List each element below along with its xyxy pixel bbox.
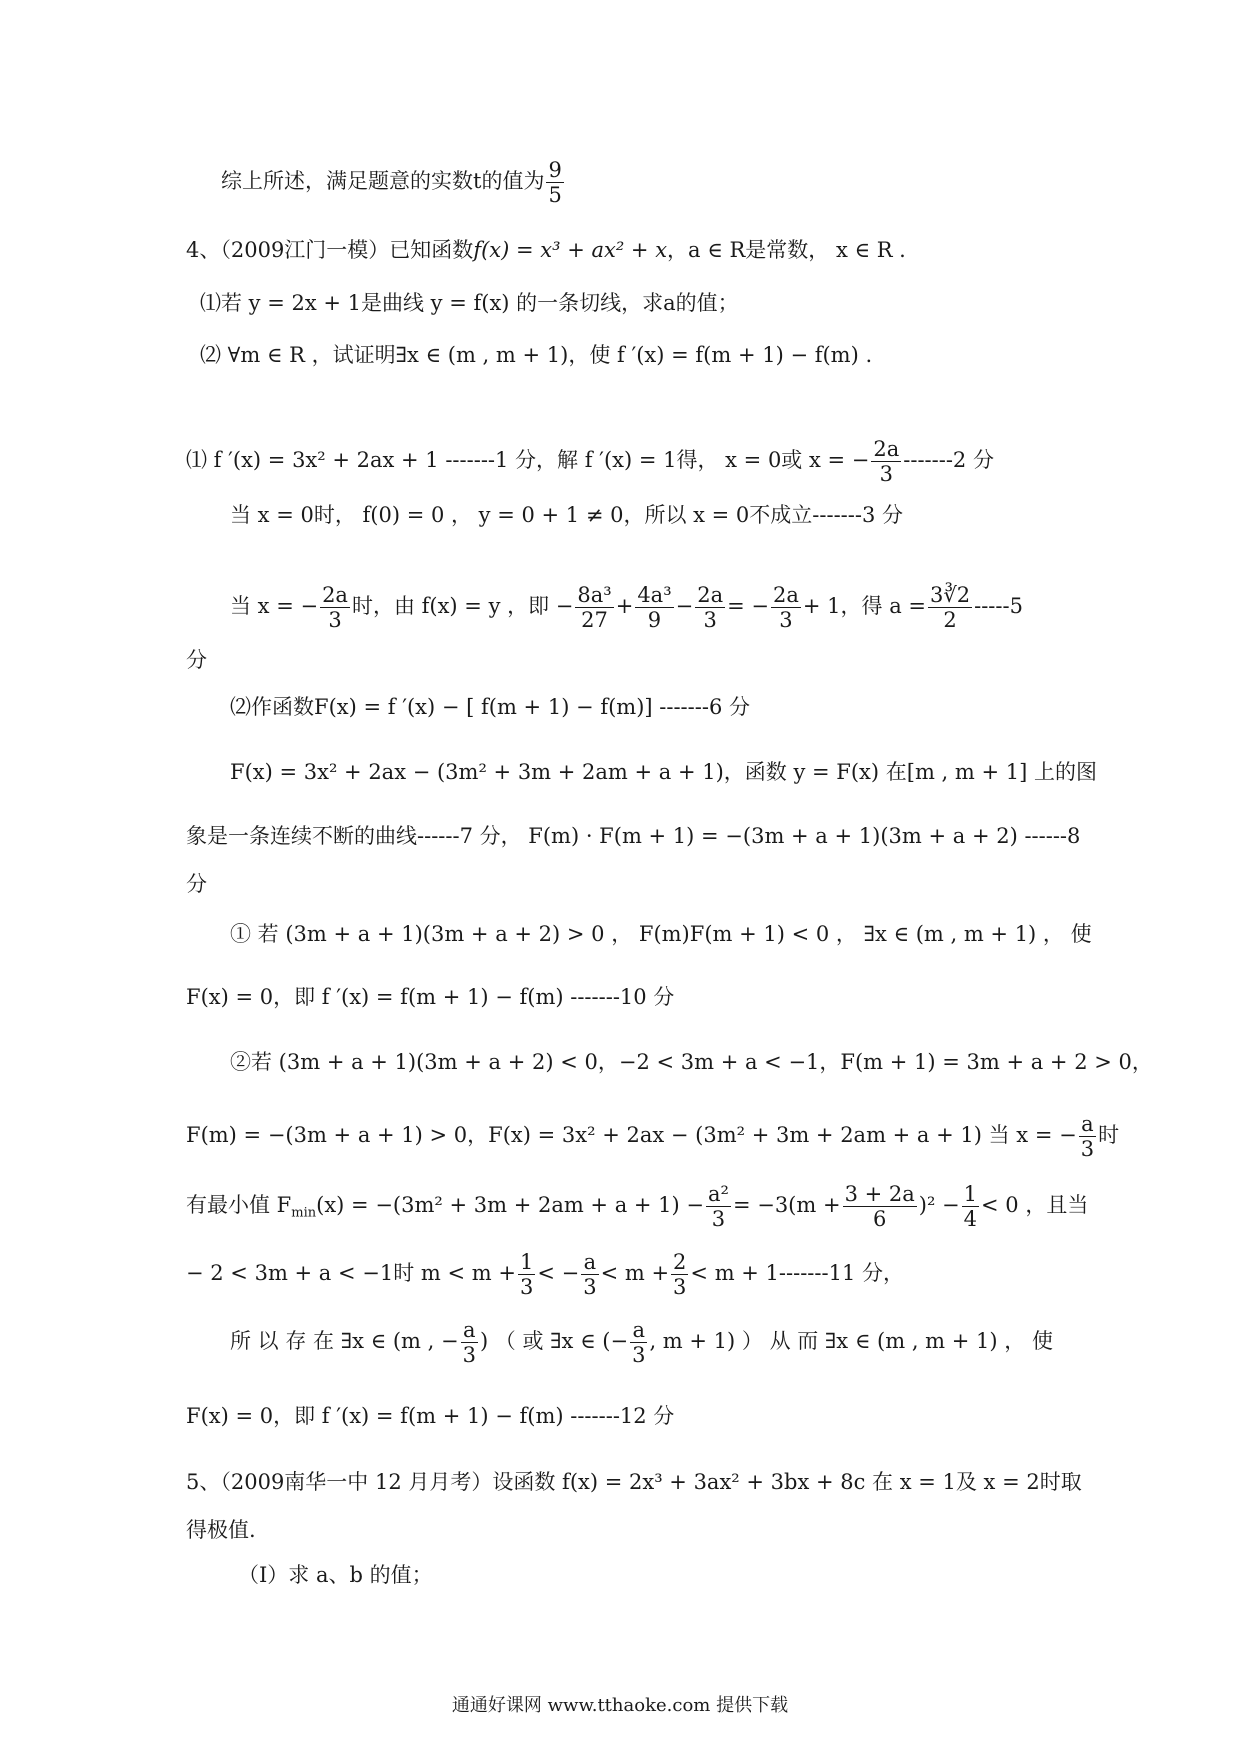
problem-5-stem: 5、（2009南华一中 12 月月考）设函数 f(x) = 2x³ + 3ax² + 3bx + 8c 在 x = 1及 x = 2时取 xyxy=(186,1470,1082,1494)
solution-step-2: 当 x = 0时， f(0) = 0 ， y = 0 + 1 ≠ 0，所以 x = 0不成立-------3 分 xyxy=(230,503,903,527)
solution-step-1: ⑴ f ′(x) = 3x² + 2ax + 1 -------1 分，解 f ′(x) = 1得， x = 0或 x = − $\frac{2a}{3}$ -------2 分 xyxy=(186,437,994,487)
solution-step-11: 有最小值 $F_{min}(x) = -(3m^2 + 3m + 2am + a + 1)$ − $\frac{\text{a²}}{3}$ = −3(m + $\frac{3 + 2a}{6}$ )² − $\frac{1}{4}$ < 0 ，且当 xyxy=(186,1182,1089,1232)
solution-step-4: ⑵作函数F(x) = f ′(x) − [ f(m + 1) − f(m)] -------6 分 xyxy=(230,695,750,719)
summary-fraction: $\frac{9}{5}$ xyxy=(548,158,562,208)
solution-step-12: − 2 < 3m + a < −1时 m < m + $\frac{1}{3}$ < − $\frac{a}{3}$ < m + $\frac{2}{3}$ < m + 1-------11 分， xyxy=(186,1250,904,1300)
solution-step-7: ① 若 (3m + a + 1)(3m + a + 2) > 0 ， F(m)F(m + 1) < 0 ， ∃x ∈ (m , m + 1) ， 使 xyxy=(230,922,1092,946)
summary-text: 综上所述，满足题意的实数t的值为 xyxy=(221,169,545,194)
solution-step-9: ②若 (3m + a + 1)(3m + a + 2) < 0，−2 < 3m + a < −1，F(m + 1) = 3m + a + 2 > 0， xyxy=(230,1050,1153,1074)
solution-step-5: F(x) = 3x² + 2ax − (3m² + 3m + 2am + a + 1)，函数 y = F(x) 在[m , m + 1] 上的图 xyxy=(230,760,1097,784)
solution-step-13: 所 以 存 在 ∃x ∈ (m , − $\frac{a}{3}$ ) （ 或 ∃x ∈ (− $\frac{a}{3}$ , m + 1) ） 从 而 ∃x ∈ (m , m + 1) ， 使 xyxy=(230,1318,1053,1368)
solution-step-14: F(x) = 0，即 f ′(x) = f(m + 1) − f(m) -------12 分 xyxy=(186,1404,675,1428)
summary-line xyxy=(221,158,566,207)
problem-4-stem: 4、（2009江门一模）已知函数f(x) = x³ + ax² + x，a ∈ R是常数， x ∈ R . xyxy=(186,238,906,262)
solution-step-3-cont: 分 xyxy=(186,648,207,672)
solution-step-6-cont: 分 xyxy=(186,872,207,896)
problem-5-stem-cont: 得极值. xyxy=(186,1518,256,1542)
page-footer: 通通好课网 www.tthaoke.com 提供下载 xyxy=(451,1695,789,1716)
problem-4-question-2: ⑵ ∀m ∈ R ，试证明∃x ∈ (m , m + 1)，使 f ′(x) = f(m + 1) − f(m) . xyxy=(200,343,873,367)
solution-step-3: 当 x = − $\frac{2a}{3}$ 时，由 f(x) = y ，即 − $\frac{\text{8a³}}{27}$ + $\frac{\text{4a³}}{9}$ − $\frac{2a}{3}$ = − $\frac{2a}{3}$ + 1，得 a = $\frac{3∛2}{2}$ -----5 xyxy=(230,583,1023,633)
solution-step-8: F(x) = 0，即 f ′(x) = f(m + 1) − f(m) -------10 分 xyxy=(186,985,675,1009)
solution-step-10: F(m) = −(3m + a + 1) > 0，F(x) = 3x² + 2ax − (3m² + 3m + 2am + a + 1) 当 x = − $\frac{a}{3}$ 时 xyxy=(186,1112,1120,1162)
problem-5-question-1: （Ⅰ）求 a、b 的值； xyxy=(238,1563,433,1587)
solution-step-6: 象是一条连续不断的曲线------7 分， F(m) · F(m + 1) = −(3m + a + 1)(3m + a + 2) ------8 xyxy=(186,824,1081,848)
problem-4-question-1: ⑴若 y = 2x + 1是曲线 y = f(x) 的一条切线，求a的值； xyxy=(200,291,739,315)
